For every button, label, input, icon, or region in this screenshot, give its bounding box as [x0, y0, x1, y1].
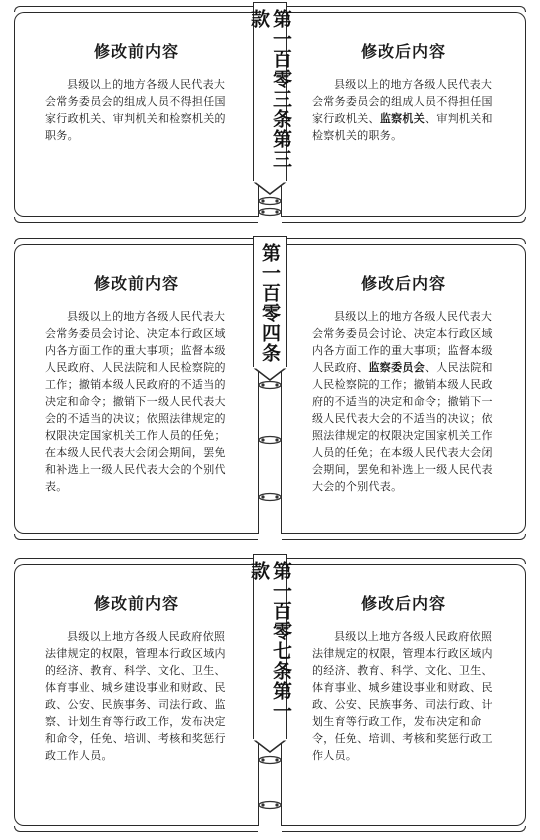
after-text: 县级以上地方各级人民政府依照法律规定的权限，管理本行政区域内的经济、教育、科学、文化、卫生、体育事业、城乡建设事业和财政、民政、公安、民族事务、司法行政、计划生育等行政工作，发布决定和命令，任免、培训、考核和奖惩行政工作人员。 — [312, 630, 493, 762]
article-ribbon — [253, 236, 287, 368]
before-heading: 修改前内容 — [93, 42, 179, 61]
binder-ring-icon — [257, 492, 283, 502]
amendment-section-3 — [0, 550, 540, 840]
amendment-section-1 — [0, 0, 540, 230]
before-text: 县级以上的地方各级人民代表大会常务委员会讨论、决定本行政区域内各方面工作的重大事项；监督本级人民政府、人民法院和人民检察院的工作；撤销本级人民政府的不适当的决定和命令；撤销下一级人民代表大会的不适当的决议；依照法律规定的权限决定国家机关工作人员的任免；在本级人民代表大会闭会期间，罢免和补选上一级人民代表大会的个别代表。 — [45, 310, 226, 493]
after-page — [282, 564, 526, 826]
binder-ring-icon — [257, 207, 283, 217]
added-text-highlight: 监察机关 — [379, 112, 426, 125]
after-text: 县级以上的地方各级人民代表大会常务委员会讨论、决定本行政区域内各方面工作的重大事项；监督本级人民政府、监察委员会、人民法院和人民检察院的工作；撤销本级人民政府的不适当的决定和命令；撤销下一级人民代表大会的不适当的决议；依照法律规定的权限决定国家机关工作人员的任免；在本级人民代表大会闭会期间，罢免和补选上一级人民代表大会的个别代表。 — [312, 310, 493, 493]
before-page — [14, 12, 258, 217]
before-heading: 修改前内容 — [93, 594, 179, 613]
before-page — [14, 244, 258, 534]
after-page — [282, 244, 526, 534]
before-page — [14, 564, 258, 826]
ribbon-tip-icon — [253, 367, 287, 381]
article-label: 第一百零四条 — [259, 243, 281, 363]
before-text: 县级以上地方各级人民政府依照法律规定的权限，管理本行政区域内的经济、教育、科学、文化、卫生、体育事业、城乡建设事业和财政、民政、公安、民族事务、司法行政、监察、计划生育等行政工作，发布决定和命令，任免、培训、考核和奖惩行政工作人员。 — [45, 630, 226, 762]
amendment-section-2 — [0, 230, 540, 530]
binder-ring-icon — [257, 755, 283, 765]
before-heading: 修改前内容 — [93, 274, 179, 293]
article-label: 第一百零七条第一款 — [248, 561, 292, 721]
binder-ring-icon — [257, 800, 283, 810]
added-text-highlight: 监察委员会 — [368, 361, 425, 374]
after-heading: 修改后内容 — [360, 42, 446, 61]
binder-ring-icon — [257, 196, 283, 206]
binder-ring-icon — [257, 435, 283, 445]
article-ribbon — [248, 2, 292, 182]
article-label: 第一百零三条第三款 — [248, 9, 292, 169]
after-heading: 修改后内容 — [360, 594, 446, 613]
ribbon-tip-icon — [253, 181, 287, 195]
after-heading: 修改后内容 — [360, 274, 446, 293]
after-page — [282, 12, 526, 217]
ribbon-tip-icon — [253, 739, 287, 753]
binder-ring-icon — [257, 380, 283, 390]
article-ribbon — [248, 554, 292, 740]
after-text: 县级以上的地方各级人民代表大会常务委员会的组成人员不得担任国家行政机关、监察机关、审判机关和检察机关的职务。 — [312, 78, 493, 142]
before-text: 县级以上的地方各级人民代表大会常务委员会的组成人员不得担任国家行政机关、审判机关和检察机关的职务。 — [45, 78, 226, 142]
